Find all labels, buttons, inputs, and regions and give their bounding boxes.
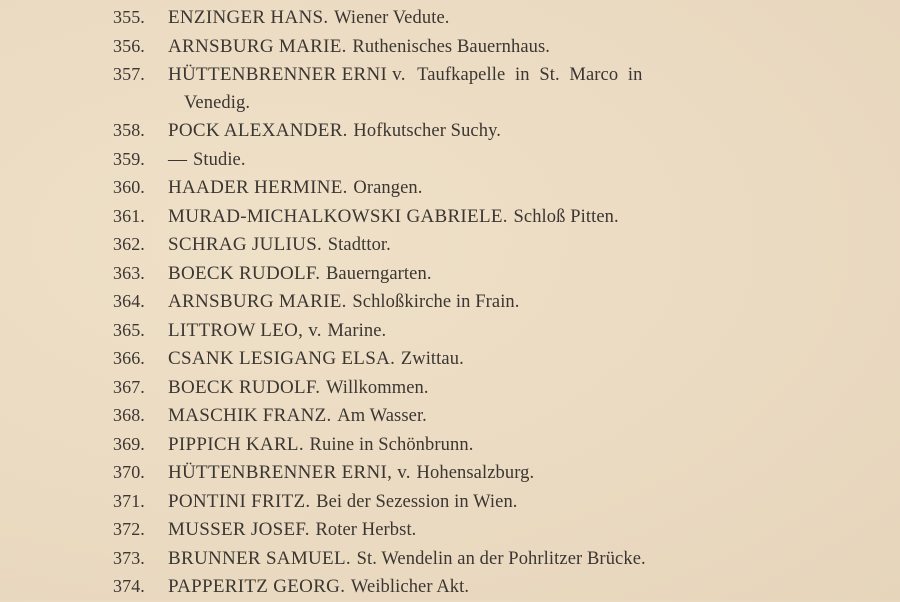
entry-number: 365.	[113, 319, 145, 340]
entry-artist: BOECK RUDOLF.	[168, 376, 321, 398]
catalog-entry	[113, 545, 793, 574]
entry-title: Am Wasser.	[337, 406, 427, 426]
catalog-entry	[113, 4, 793, 33]
entry-artist: —	[168, 148, 188, 170]
entry-title: Ruine in Schönbrunn.	[309, 434, 474, 455]
entry-title: Ruthenisches Bauernhaus.	[352, 36, 551, 57]
catalog-entry	[113, 317, 793, 346]
entry-artist: MASCHIK FRANZ.	[168, 405, 332, 426]
entry-title: Weiblicher Akt.	[350, 577, 470, 597]
entry-number: 362.	[113, 234, 145, 254]
entry-title: St. Wendelin an der Pohrlitzer Brücke.	[356, 548, 646, 569]
entry-title: Bauerngarten.	[325, 263, 432, 284]
catalog-entry	[113, 431, 793, 460]
catalog-entry	[113, 203, 793, 232]
entry-title: Schloßkirche in Frain.	[352, 292, 520, 312]
entry-number: 358.	[113, 120, 145, 140]
entry-number: 364.	[113, 291, 145, 311]
entry-number: 372.	[113, 519, 145, 539]
entry-number: 371.	[113, 490, 145, 511]
entry-title: Taufkapelle in St. Marco in	[417, 65, 643, 85]
entry-artist: LITTROW LEO, v.	[168, 319, 322, 341]
entry-title: Marine.	[327, 320, 387, 341]
catalog-entry	[113, 288, 793, 317]
entry-title: Stadttor.	[327, 235, 391, 255]
entry-title: Bei der Sezession in Wien.	[316, 491, 518, 512]
entry-number: 370.	[113, 462, 145, 482]
catalog-entry	[113, 146, 793, 175]
catalog-entry	[113, 516, 793, 545]
entry-number: 374.	[113, 576, 145, 596]
entry-artist: MURAD-MICHALKOWSKI GABRIELE.	[168, 205, 508, 227]
entry-title: Zwittau.	[400, 349, 464, 369]
entry-artist: CSANK LESIGANG ELSA.	[168, 348, 396, 369]
entry-number: 367.	[113, 376, 145, 397]
entry-number: 356.	[113, 35, 145, 56]
entry-number: 357.	[113, 64, 145, 84]
entry-artist: PONTINI FRITZ.	[168, 490, 311, 512]
catalog-entry	[113, 231, 793, 260]
entry-title: Willkommen.	[325, 377, 429, 398]
entry-title: Hohensalzburg.	[416, 463, 535, 483]
catalog-entry	[113, 174, 793, 203]
entry-artist: ARNSBURG MARIE.	[168, 35, 347, 57]
entry-title: Schloß Pitten.	[513, 206, 619, 227]
catalog-page	[113, 4, 793, 602]
entry-title-continuation: Venedig.	[184, 92, 251, 113]
entry-number: 355.	[113, 7, 145, 27]
entry-number: 361.	[113, 205, 145, 226]
entry-title: Hofkutscher Suchy.	[353, 121, 501, 141]
entry-number: 369.	[113, 433, 145, 454]
entry-number: 360.	[113, 177, 145, 197]
entry-title: Roter Herbst.	[315, 520, 417, 540]
entry-artist: BRUNNER SAMUEL.	[168, 547, 351, 569]
entry-title: Studie.	[192, 149, 246, 170]
entry-number: 366.	[113, 348, 145, 368]
catalog-entry	[113, 459, 793, 488]
entry-number: 363.	[113, 262, 145, 283]
catalog-entry	[113, 374, 793, 403]
entry-artist: MUSSER JOSEF.	[168, 519, 310, 540]
entry-artist: POCK ALEXANDER.	[168, 120, 348, 141]
entry-artist: BOECK RUDOLF.	[168, 262, 321, 284]
entry-number: 359.	[113, 148, 145, 169]
entry-title: Orangen.	[353, 178, 423, 198]
catalog-entry	[113, 573, 793, 602]
entry-artist: HÜTTENBRENNER ERNI, v.	[168, 462, 411, 483]
entry-artist: ENZINGER HANS.	[168, 7, 329, 28]
catalog-entry-continuation	[113, 90, 793, 118]
entry-artist: ARNSBURG MARIE.	[168, 291, 347, 312]
catalog-entry	[113, 402, 793, 431]
entry-artist: PIPPICH KARL.	[168, 433, 304, 455]
catalog-entry	[113, 488, 793, 517]
catalog-entry	[113, 345, 793, 374]
entry-artist: SCHRAG JULIUS.	[168, 234, 323, 255]
catalog-entry	[113, 260, 793, 289]
entry-artist: HÜTTENBRENNER ERNI v.	[168, 64, 406, 85]
catalog-entry	[113, 117, 793, 146]
entry-number: 373.	[113, 547, 145, 568]
entry-title: Wiener Vedute.	[334, 8, 450, 28]
catalog-entry	[113, 33, 793, 62]
entry-number: 368.	[113, 405, 145, 425]
entry-artist: HAADER HERMINE.	[168, 177, 348, 198]
entry-artist: PAPPERITZ GEORG.	[168, 576, 346, 597]
catalog-entry	[113, 61, 793, 90]
